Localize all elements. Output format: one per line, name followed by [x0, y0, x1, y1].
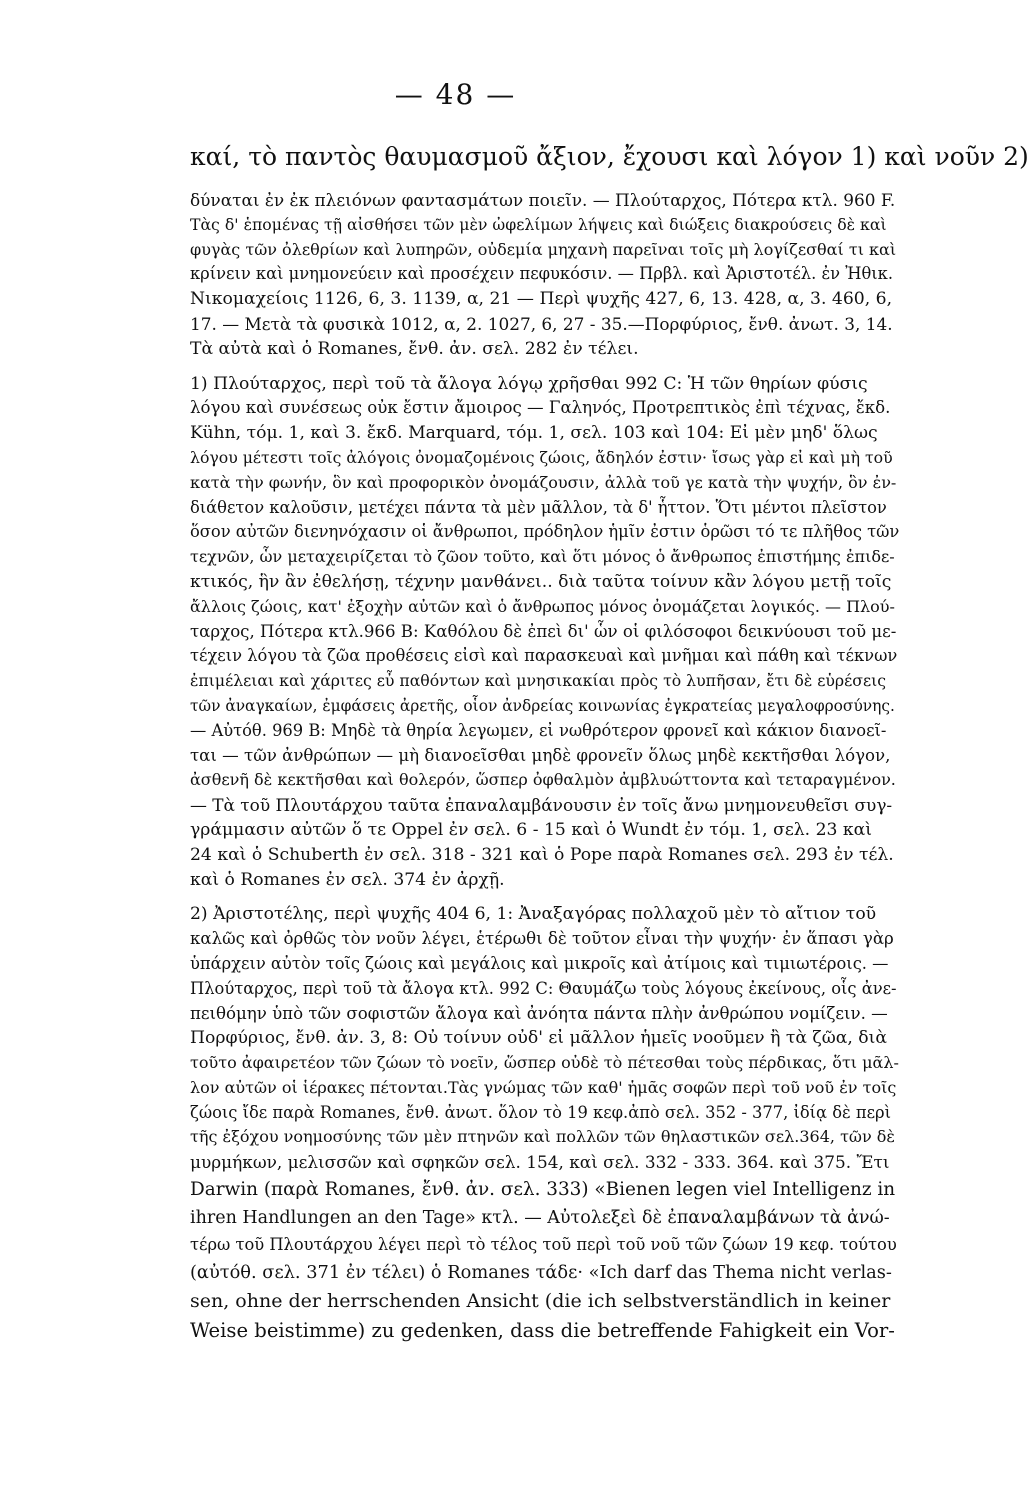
text-line: καὶ ὁ Romanes ἐν σελ. 374 ἐν ἀρχῇ. [190, 869, 505, 890]
text-line: ὅσον αὐτῶν διενηνόχασιν οἱ ἄνθρωποι, πρόδηλον ἡμῖν ἐστιν ὁρῶσι τό τε πλῆθος τῶν [190, 522, 900, 542]
text-line: — Αὐτόθ. 969 B: Μηδὲ τὰ θηρία λεγωμεν, εἰ νωθρότερον φρονεῖ καὶ κάκιον διανοεῖ- [190, 720, 887, 740]
text-line: τῶν ἀναγκαίων, ἐμφάσεις ἀρετῆς, οἷον ἀνδρείας κοινωνίας ἐγκρατείας μεγαλοφροσύνης. [190, 696, 895, 715]
text-line: πειθόμην ὑπὸ τῶν σοφιστῶν ἄλογα καὶ ἀνόητα πάντα πλὴν ἀνθρώπου νομίζειν. — [190, 1003, 888, 1023]
text-line: 1) Πλούταρχος, περὶ τοῦ τὰ ἄλογα λόγῳ χρῆσθαι 992 C: Ἡ τῶν θηρίων φύσις [190, 373, 868, 394]
text-line: Darwin (παρὰ Romanes, ἔνθ. ἀν. σελ. 333) «Bienen legen viel Intelligenz in [190, 1179, 896, 1201]
text-line: λον αὐτῶν οἱ ἱέρακες πέτονται.Τὰς γνώμας τῶν καθ' ἡμᾶς σοφῶν περὶ τοῦ νοῦ ἐν τοῖς [190, 1077, 897, 1097]
text-line: τέρω τοῦ Πλουτάρχου λέγει περὶ τὸ τέλος τοῦ περὶ τοῦ νοῦ τῶν ζώων 19 κεφ. τούτου [190, 1235, 897, 1255]
text-line: ζώοις ἴδε παρὰ Romanes, ἔνθ. ἀνωτ. ὅλον τὸ 19 κεφ.ἀπὸ σελ. 352 - 377, ἰδίᾳ δὲ περὶ [190, 1102, 892, 1122]
text-line: ὑπάρχειν αὐτὸν τοῖς ζώοις καὶ μεγάλοις καὶ μικροῖς καὶ ἀτίμοις καὶ τιμιωτέροις. — [190, 953, 889, 973]
text-line: τέχειν λόγου τὰ ζῶα προθέσεις εἰσὶ καὶ παρασκευαὶ καὶ μνῆμαι καὶ πάθη καὶ τέκνων [190, 646, 898, 666]
text-line: 24 καὶ ὁ Schuberth ἐν σελ. 318 - 321 καὶ ὁ Pope παρὰ Romanes σελ. 293 ἐν τέλ. [190, 844, 894, 865]
spacer [190, 362, 899, 372]
text-line: 17. — Μετὰ τὰ φυσικὰ 1012, α, 2. 1027, 6, 27 - 35.—Πορφύριος, ἔνθ. ἀνωτ. 3, 14. [190, 313, 893, 334]
text-line: λόγου καὶ συνέσεως οὐκ ἔστιν ἄμοιρος — Γαληνός, Προτρεπτικὸς ἐπὶ τέχνας, ἔκδ. [190, 398, 891, 418]
text-line: (αὐτόθ. σελ. 371 ἐν τέλει) ὁ Romanes τάδε· «Ich darf das Thema nicht verlas- [190, 1261, 892, 1283]
footnotes [190, 188, 899, 1345]
text-line: τεχνῶν, ὧν μεταχειρίζεται τὸ ζῶον τοῦτο, καὶ ὅτι μόνος ὁ ἄνθρωπος ἐπιστήμης ἐπιδε- [190, 547, 895, 567]
text-line: Πορφύριος, ἔνθ. ἀν. 3, 8: Οὐ τοίνυν οὐδ' εἰ μᾶλλον ἡμεῖς νοοῦμεν ἢ τὰ ζῶα, διὰ [190, 1028, 887, 1049]
page-number: — 48 — [394, 78, 517, 111]
text-line: λόγου μέτεστι τοῖς ἀλόγοις ὀνομαζομένοις ζώοις, ἄδηλόν ἐστιν· ἴσως γὰρ εἰ καὶ μὴ τοῦ [190, 447, 893, 467]
text-line: Τὰ αὐτὰ καὶ ὁ Romanes, ἔνθ. ἀν. σελ. 282 ἐν τέλει. [190, 338, 639, 359]
text-line: Kühn, τόμ. 1, καὶ 3. ἔκδ. Marquard, τόμ. 1, σελ. 103 καὶ 104: Εἰ μὲν μηδ' ὅλως [190, 423, 878, 444]
text-line: sen, ohne der herrschenden Ansicht (die ich selbstverständlich in keiner [190, 1289, 891, 1312]
text-line: διάθετον καλοῦσιν, μετέχει πάντα τὰ μὲν μᾶλλον, τὰ δ' ἧττον. Ὅτι μέντοι πλεῖστον [190, 497, 887, 517]
text-line: τοῦτο ἀφαιρετέον τῶν ζώων τὸ νοεῖν, ὥσπερ οὐδὲ τὸ πέτεσθαι τοὺς πέρδικας, ὅτι μᾶλ- [190, 1053, 899, 1073]
text-line: Τὰς δ' ἑπομένας τῇ αἰσθήσει τῶν μὲν ὠφελίμων λήψεις καὶ διώξεις διακρούσεις δὲ καὶ [190, 214, 887, 234]
text-line: δύναται ἐν ἐκ πλειόνων φαντασμάτων ποιεῖν. — Πλούταρχος, Πότερα κτλ. 960 F. [190, 190, 896, 210]
text-line: 2) Ἀριστοτέλης, περὶ ψυχῆς 404 6, 1: Ἀναξαγόρας πολλαχοῦ μὲν τὸ αἴτιον τοῦ [190, 904, 877, 925]
text-line: Weise beistimme) zu gedenken, dass die betreffende Fahigkeit ein Vor- [190, 1318, 895, 1342]
footnote-2 [190, 902, 899, 1345]
text-line: ἐπιμέλειαι καὶ χάριτες εὖ παθόντων καὶ μνησικακίαι πρὸς τὸ λυπῆσαν, ἔτι δὲ εὑρέσεις [190, 671, 887, 691]
text-line: ται — τῶν ἀνθρώπων — μὴ διανοεῖσθαι μηδὲ φρονεῖν ὅλως μηδὲ κεκτῆσθαι λόγον, [190, 745, 891, 765]
text-line: — Τὰ τοῦ Πλουτάρχου ταῦτα ἐπαναλαμβάνουσιν ἐν τοῖς ἄνω μνημονευθεῖσι συγ- [190, 795, 893, 816]
text-line: ταρχος, Πότερα κτλ.966 B: Καθόλου δὲ ἐπεὶ δι' ὧν οἱ φιλόσοφοι δεικνύουσι τοῦ με- [190, 621, 897, 641]
text-line: Πλούταρχος, περὶ τοῦ τὰ ἄλογα κτλ. 992 C: Θαυμάζω τοὺς λόγους ἐκείνους, οἷς ἀνε- [190, 978, 897, 998]
text-line: κατὰ τὴν φωνήν, ὃν καὶ προφορικὸν ὀνομάζουσιν, ἀλλὰ τοῦ γε κατὰ τὴν ψυχήν, ὃν ἐν- [190, 472, 897, 492]
spacer [190, 892, 899, 902]
text-line: ihren Handlungen an den Tage» κτλ. — Αὐτολεξεὶ δὲ ἐπαναλαμβάνων τὰ ἀνώ- [190, 1208, 890, 1229]
text-line: φυγὰς τῶν ὀλεθρίων καὶ λυπηρῶν, οὐδεμία μηχανὴ παρεῖναι τοῖς μὴ λογίζεσθαί τι καὶ [190, 239, 897, 259]
text-line: γράμμασιν αὐτῶν ὅ τε Oppel ἐν σελ. 6 - 15 καὶ ὁ Wundt ἐν τόμ. 1, σελ. 23 καὶ [190, 819, 872, 840]
text-line: κρίνειν καὶ μνημονεύειν καὶ προσέχειν πεφυκόσιν. — Πρβλ. καὶ Ἀριστοτέλ. ἐν Ἠθικ. [190, 264, 894, 284]
footnote-continuation [190, 188, 899, 362]
text-line: Νικομαχείοις 1126, 6, 3. 1139, α, 21 — Περὶ ψυχῆς 427, 6, 13. 428, α, 3. 460, 6, [190, 289, 893, 310]
lead-text-line: καί, τὸ παντὸς θαυμασμοῦ ἄξιον, ἔχουσι καὶ λόγον 1) καὶ νοῦν 2) [190, 142, 1029, 171]
text-line: καλῶς καὶ ὀρθῶς τὸν νοῦν λέγει, ἑτέρωθι δὲ τοῦτον εἶναι τὴν ψυχήν· ἐν ἅπασι γὰρ [190, 929, 894, 949]
text-line: ἀσθενῆ δὲ κεκτῆσθαι καὶ θολερόν, ὥσπερ ὀφθαλμὸν ἀμβλυώττοντα καὶ τεταραγμένον. [190, 770, 896, 790]
text-line: ἄλλοις ζώοις, κατ' ἐξοχὴν αὐτῶν καὶ ὁ ἄνθρωπος μόνος ὀνομάζεται λογικός. — Πλού- [190, 596, 895, 616]
text-line: μυρμήκων, μελισσῶν καὶ σφηκῶν σελ. 154, καὶ σελ. 332 - 333. 364. καὶ 375. Ἔτι [190, 1152, 890, 1173]
text-line: κτικός, ἣν ἂν ἐθελήσῃ, τέχνην μανθάνει.. διὰ ταῦτα τοίνυν κἂν λόγου μετῇ τοῖς [190, 571, 892, 592]
text-line: τῆς ἐξόχου νοημοσύνης τῶν μὲν πτηνῶν καὶ πολλῶν τῶν θηλαστικῶν σελ.364, τῶν δὲ [190, 1127, 895, 1147]
footnote-1 [190, 372, 899, 893]
